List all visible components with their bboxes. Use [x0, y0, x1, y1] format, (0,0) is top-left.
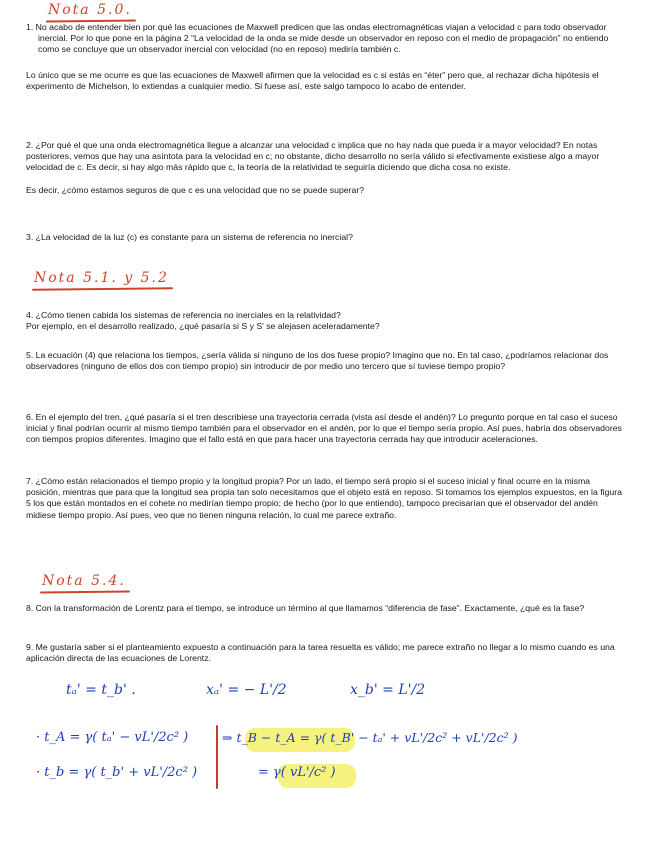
question-8: 8. Con la transformación de Lorentz para el tiempo, se introduce un término al que llamamos “diferencia de fase”. Exactamente, ¿qué es la fase? [26, 603, 585, 613]
question-1-followup: Lo único que se me ocurre es que las ecuaciones de Maxwell afirmen que la velocidad es c si estás en “éter” pero que, al rechazar dicha hipótesis el experimento de Michelson, lo extiendas a cualquier medio. Si fuese así, este salgo tampoco lo acabo de entender. [26, 70, 599, 92]
equation-result: = γ( vL'/c² ) [258, 765, 336, 780]
equation-xa: xₐ' = − L'/2 [206, 682, 287, 698]
question-2: 2. ¿Por qué el que una onda electromagnética llegue a alcanzar una velocidad c implica que no hay nada que pueda ir a mayor velocidad? En notas posteriores, vemos que hay una asíntota para la velocidad en c; no obstante, dicho desarrollo no sería válido si efectivamente existiese algo a mayor velocidad de c. Es decir, si hay algo más rápido que c, la teoría de la relatividad te seguiría diciendo que dicha cosa no existe. [26, 140, 600, 173]
heading-nota-5-1-5-2: Nota 5.1. y 5.2 [34, 270, 169, 286]
equation-ta: · t_A = γ( tₐ' − vL'/2c² ) [36, 730, 189, 745]
divider-bar [216, 725, 218, 789]
question-1: 1. No acabo de entender bien por qué las ecuaciones de Maxwell predicen que las ondas electromagnéticas viajan a velocidad c para todo observador inercial. Por lo que pone en la página 2 “La velocidad de la onda se mide desde un observador en reposo con el medio de propagación” no entiendo como se concluye que un observador inercial con velocidad (no en reposo) mediría también c. [26, 22, 609, 55]
question-2-followup: Es decir, ¿cómo estamos seguros de que c es una velocidad que no se puede superar? [26, 185, 365, 195]
equation-tb: · t_b = γ( t_b' + vL'/2c² ) [36, 765, 198, 780]
question-5: 5. La ecuación (4) que relaciona los tiempos, ¿sería válida si ninguno de los dos fuese propio? Imagino que no. En tal caso, ¿podríamos relacionar dos observadores (ninguno de ellos dos con tiempo propio) sin introducir de por medio uno tercero que sí tuviese tiempo propio? [26, 350, 609, 372]
question-9: 9. Me gustaría saber si el planteamiento expuesto a continuación para la tarea resuelta es válido; me parece extraño no llegar a lo mismo cuando es una aplicación directa de las ecuaciones de Lorentz. [26, 642, 615, 664]
equation-difference: ⇒ t_B − t_A = γ( t_B' − tₐ' + vL'/2c² + vL'/2c² ) [222, 730, 518, 745]
heading-nota-5-4: Nota 5.4. [42, 573, 126, 589]
question-7: 7. ¿Cómo están relacionados el tiempo propio y la longitud propia? Por un lado, el tiempo será propio si el suceso inicial y final ocurre en la misma posición, mientras que para que la longitud sea propia tan solo necesitamos que el objeto está en reposo. Si tomamos los ejemplos expuestos, en la figura 5 los que están montados en el cohete no medirían tiempo propio; de hecho (por lo que entiendo), tampoco precisarían que el observador del andén midiese tiempo propio. Así pues, veo que no tienen ninguna relación, lo cual me parece extraño. [26, 476, 622, 520]
question-4: 4. ¿Cómo tienen cabida los sistemas de referencia no inerciales en la relatividad? Por ejemplo, en el desarrollo realizado, ¿qué pasaría si S y S' se alejasen aceleradamente? [26, 310, 380, 332]
equation-xb: x_b' = L'/2 [350, 682, 426, 698]
question-6: 6. En el ejemplo del tren, ¿qué pasaría si el tren describiese una trayectoria cerrada (vista así desde el andén)? Lo pregunto porque en tal caso el suceso inicial y final podrían ocurrir al mismo tiempo también para el observador en el andén, por lo que el tiempo sería propio. Así pues, habría dos observadores con tiempos propios diferentes. Imagino que el fallo está en que para hacer una trayectoria cerrada hay que introducir aceleraciones. [26, 412, 622, 445]
equation-time-equal: tₐ' = t_b' . [66, 682, 136, 698]
question-3: 3. ¿La velocidad de la luz (c) es constante para un sistema de referencia no inercial? [26, 232, 353, 242]
heading-nota-5-0: Nota 5.0. [48, 2, 132, 18]
